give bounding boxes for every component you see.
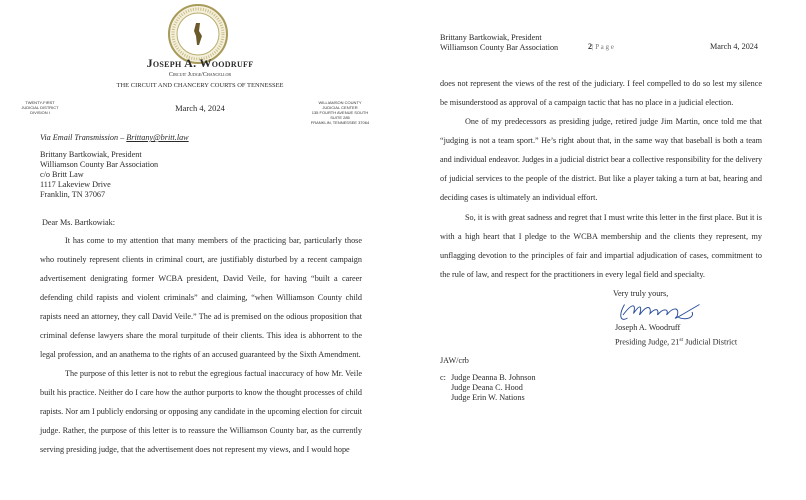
body-text-line: The purpose of this letter is not to rebut the egregious factual inaccuracy of how Mr. Veile [65, 369, 362, 378]
address-block: WILLIAMSON COUNTY JUDICIAL CENTER 135 FOURTH AVENUE SOUTH SUITE 285 FRANKLIN, TENNESSEE 37064 [310, 100, 370, 125]
body-text-line: criminal defense lawyers share the moral turpitude of their clients. This idea is abhorrent to the [40, 331, 362, 340]
body-text-line: be misunderstood as approval of a campaign tactic that has no place in a judicial election. [440, 98, 734, 107]
body-text-line: and individual endeavor. Judges in a judicial district bear a collective responsibility for the delivery [440, 155, 762, 164]
signer-title: Presiding Judge, 21st Judicial District [615, 337, 738, 347]
closing: Very truly yours, [613, 289, 669, 298]
district-block: TWENTY-FIRST JUDICIAL DISTRICT DIVISION I [21, 100, 59, 115]
transmission-line: Via Email Transmission – Brittany@britt.law [40, 133, 189, 142]
body-text-line: defending child rapists and violent criminals” and claiming, “when Williamson County child [40, 293, 362, 302]
body-text-line: “judging is not a team sport.” He’s right about that, in the same way that baseball is both a team [440, 136, 762, 145]
letter-page-1 [0, 0, 400, 500]
letter-page-2 [406, 0, 806, 500]
body-text-line: unflagging devotion to the principles of fair and impartial adjudication of cases, commitment to [440, 251, 762, 260]
salutation: Dear Ms. Bartkowiak: [42, 218, 115, 227]
body-text-line: rapists. Nor am I publicly endorsing or opposing any candidate in the upcoming election for circuit [40, 407, 362, 416]
body-text-line: serving presiding judge, that the advertisement does not represent my views, and I would hope [40, 445, 350, 454]
court-name: THE CIRCUIT AND CHANCERY COURTS OF TENNESSEE [116, 82, 284, 89]
body-text-line: It has come to my attention that many members of the practicing bar, particularly those [65, 236, 362, 245]
header-date: March 4, 2024 [710, 42, 758, 51]
initials: JAW/crb [440, 356, 469, 365]
signer-name: Joseph A. Woodruff [615, 323, 681, 332]
letter-date: March 4, 2024 [175, 103, 225, 113]
cc-list: c: Judge Deanna B. Johnson Judge Deana C. Hood Judge Erin W. Nations [440, 373, 536, 402]
body-text-line: legal profession, and an anathema to the rights of an accused guaranteed by the Sixth Amendment. [40, 350, 361, 359]
judge-title: Circuit Judge/Chancellor [168, 72, 232, 78]
body-text-line: who routinely represent clients in criminal court, are justifiably disturbed by a recent campaign [40, 255, 362, 264]
body-text-line: the rule of law, and respect for the practitioners in every legal field and specialty. [440, 270, 705, 279]
body-text-line: does not represent the views of the rest of the judiciary. I feel compelled to do so lest my silence [440, 79, 762, 88]
body-text-line: built his practice. Neither do I care how the author purports to know the thought processes of child [40, 388, 362, 397]
body-text-line: with a high heart that I pledge to the WCBA membership and the clients they represent, my [440, 232, 762, 241]
recipient-address: Brittany Bartkowiak, President Williamson County Bar Association c/o Britt Law 1117 Lakeview Drive Franklin, TN 37067 [40, 150, 159, 199]
body-text-line: of judicial services to the people of the district. But like a player taking a turn at bat, hearing and [440, 174, 762, 183]
email-link[interactable]: Brittany@britt.law [126, 133, 189, 142]
page-header-recipient: Brittany Bartkowiak, President Williamson County Bar Association [440, 33, 559, 52]
body-text-line: judge. Rather, the purpose of this letter is to reassure the Williamson County bar, as the currently [40, 426, 362, 435]
body-text-line: deciding cases is ultimately an individual effort. [440, 193, 598, 202]
body-text-line: advertisement denigrating former WCBA president, David Veile, for having “built a career [40, 274, 362, 283]
body-text-line: So, it is with great sadness and regret that I must write this letter in the first place. But it is [465, 213, 762, 222]
signature [602, 300, 722, 324]
body-text-line: One of my predecessors as presiding judge, retired judge Jim Martin, once told me that [465, 117, 762, 126]
judge-name: Joseph A. Woodruff [146, 56, 254, 70]
body-text-line: rapists need an attorney, they call David Veile.” The ad is premised on the odious proposition that [40, 312, 362, 321]
page-number: 2| P a g e [588, 42, 614, 51]
